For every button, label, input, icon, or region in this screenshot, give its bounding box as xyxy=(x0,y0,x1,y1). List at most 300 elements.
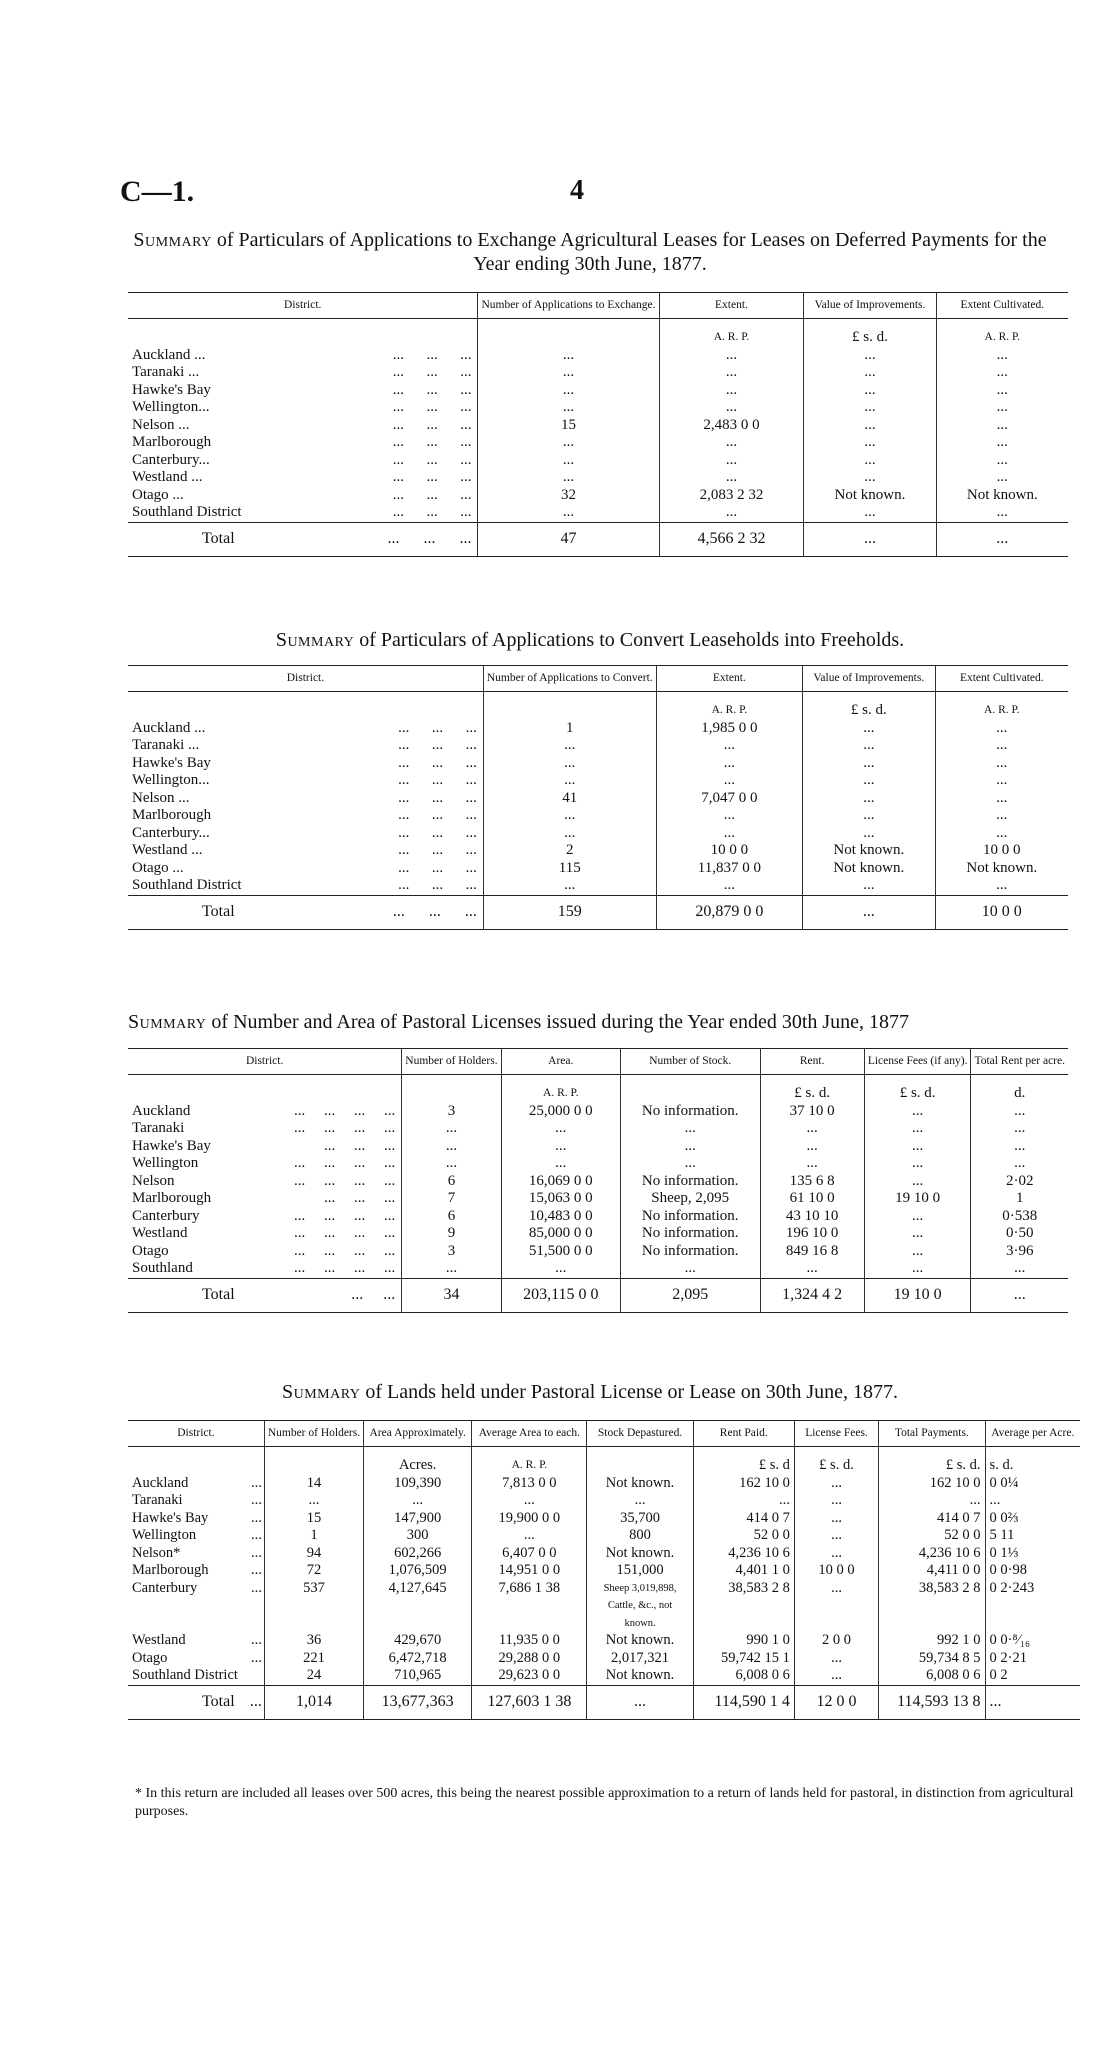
leader-dots: ... ... ... ... xyxy=(294,1225,396,1241)
total-cell: 38,583 2 8 xyxy=(879,1580,985,1633)
district-name: Auckland xyxy=(132,1102,191,1119)
leader-dots: ... ... ... xyxy=(392,504,472,520)
leader-dots: ... ... ... ... xyxy=(294,1155,396,1171)
cultivated-cell: ... xyxy=(936,364,1068,382)
district-cell xyxy=(128,1225,402,1243)
value-cell: ... xyxy=(803,720,936,738)
district-name: Wellington xyxy=(132,1155,199,1171)
value-cell: ... xyxy=(804,469,936,487)
table-row xyxy=(128,1527,1080,1545)
fees-cell: ... xyxy=(864,1243,971,1261)
district-cell xyxy=(128,1138,402,1156)
holders-cell: 6 xyxy=(402,1208,501,1226)
leader-dots: ... ... ... xyxy=(324,1137,396,1154)
cultivated-cell: Not known. xyxy=(936,487,1068,505)
cultivated-cell: 10 0 0 xyxy=(935,895,1068,930)
number-cell: ... xyxy=(478,399,659,417)
area-cell: 4,127,645 xyxy=(364,1580,472,1633)
per-acre-cell: 1 xyxy=(971,1190,1068,1208)
table-row xyxy=(128,417,1068,435)
district-name: Auckland ... xyxy=(132,346,206,363)
fees-cell: ... xyxy=(794,1580,878,1633)
table-row xyxy=(128,1190,1068,1208)
col-district: District. xyxy=(128,293,478,319)
district-name: Total xyxy=(202,1692,235,1710)
fees-cell: 19 10 0 xyxy=(864,1190,971,1208)
value-cell: ... xyxy=(804,504,936,522)
district-name: Westland xyxy=(132,1225,188,1241)
value-cell: ... xyxy=(803,825,936,843)
extent-cell: ... xyxy=(656,772,802,790)
cultivated-cell: ... xyxy=(936,522,1068,557)
leader-dots: ... xyxy=(250,1544,262,1561)
total-cell: 59,734 8 5 xyxy=(879,1650,985,1668)
cultivated-cell: ... xyxy=(935,825,1068,843)
rent-cell: 52 0 0 xyxy=(693,1527,794,1545)
leader-dots: ... xyxy=(250,1579,262,1596)
leader-dots: ... ... ... xyxy=(398,772,477,788)
per-acre-cell: 0 0·98 xyxy=(985,1562,1080,1580)
district-name: Taranaki ... xyxy=(132,737,200,753)
leader-dots: ... xyxy=(250,1509,262,1526)
number-cell: 41 xyxy=(483,790,656,808)
stock-cell: No information. xyxy=(620,1225,760,1243)
col-rent: Rent. xyxy=(760,1049,864,1075)
cultivated-cell: ... xyxy=(935,877,1068,895)
per-acre-cell: ... xyxy=(971,1138,1068,1156)
cultivated-cell: ... xyxy=(936,417,1068,435)
table-row xyxy=(128,1510,1080,1528)
table-row xyxy=(128,469,1068,487)
district-cell xyxy=(128,755,483,773)
number-cell: 32 xyxy=(478,487,659,505)
district-cell xyxy=(128,1510,264,1528)
number-cell: ... xyxy=(478,347,659,365)
number-cell: ... xyxy=(478,452,659,470)
district-name: Otago ... xyxy=(132,486,184,503)
area-cell: 85,000 0 0 xyxy=(501,1225,620,1243)
leader-dots: ... ... ... ... xyxy=(294,1242,396,1259)
fees-cell: 2 0 0 xyxy=(794,1632,878,1650)
table-row xyxy=(128,737,1068,755)
district-cell xyxy=(128,737,483,755)
rent-cell: 196 10 0 xyxy=(760,1225,864,1243)
table-row xyxy=(128,487,1068,505)
area-cell: 13,677,363 xyxy=(364,1685,472,1720)
col-number: Number of Applications to Exchange. xyxy=(478,293,659,319)
per-acre-cell: ... xyxy=(971,1260,1068,1278)
district-cell xyxy=(128,860,483,878)
per-acre-cell: 5 11 xyxy=(985,1527,1080,1545)
per-acre-cell: ... xyxy=(971,1120,1068,1138)
leader-dots: ... ... ... xyxy=(398,807,477,823)
leader-dots: ... xyxy=(250,1492,262,1508)
rent-cell: 162 10 0 xyxy=(693,1475,794,1493)
cultivated-cell: Not known. xyxy=(935,860,1068,878)
units-row: Acres. A. R. P. £ s. d £ s. d. £ s. d. s. d. xyxy=(128,1447,1080,1475)
average-area-cell: ... xyxy=(472,1492,587,1510)
cultivated-cell: ... xyxy=(936,399,1068,417)
total-cell: 992 1 0 xyxy=(879,1632,985,1650)
extent-cell: ... xyxy=(659,364,804,382)
rent-cell: 4,401 1 0 xyxy=(693,1562,794,1580)
holders-cell: 15 xyxy=(264,1510,363,1528)
cultivated-cell: ... xyxy=(935,790,1068,808)
total-row xyxy=(128,1278,1068,1313)
district-cell xyxy=(128,434,478,452)
extent-cell: 4,566 2 32 xyxy=(659,522,804,557)
leader-dots: ... ... ... ... xyxy=(294,1172,396,1189)
per-acre-cell: ... xyxy=(985,1685,1080,1720)
holders-cell: 72 xyxy=(264,1562,363,1580)
district-cell xyxy=(128,772,483,790)
total-cell: 114,593 13 8 xyxy=(879,1685,985,1720)
district-cell xyxy=(128,1243,402,1261)
stock-cell: Not known. xyxy=(587,1545,693,1563)
district-cell xyxy=(128,1580,264,1633)
number-cell: 159 xyxy=(483,895,656,930)
district-name: Taranaki xyxy=(132,1120,185,1136)
extent-cell: 2,483 0 0 xyxy=(659,417,804,435)
rent-cell: 135 6 8 xyxy=(760,1173,864,1191)
fees-cell: ... xyxy=(864,1103,971,1121)
district-name: Southland District xyxy=(132,1667,238,1683)
number-cell: 1 xyxy=(483,720,656,738)
value-cell: ... xyxy=(804,452,936,470)
leader-dots: ... ... ... xyxy=(398,737,477,753)
district-cell xyxy=(128,1173,402,1191)
holders-cell: 6 xyxy=(402,1173,501,1191)
extent-cell: ... xyxy=(659,452,804,470)
fees-cell: ... xyxy=(864,1120,971,1138)
col-extent: Extent. xyxy=(659,293,804,319)
fees-cell: ... xyxy=(794,1492,878,1510)
holders-cell: 34 xyxy=(402,1278,501,1313)
leader-dots: ... xyxy=(250,1474,262,1491)
table-row xyxy=(128,1545,1080,1563)
leader-dots: ... ... ... xyxy=(398,877,477,893)
number-cell: ... xyxy=(483,755,656,773)
per-acre-cell: 0 0¼ xyxy=(985,1475,1080,1493)
area-cell: 16,069 0 0 xyxy=(501,1173,620,1191)
col-area: Area Approximately. xyxy=(364,1421,472,1447)
col-holders: Number of Holders. xyxy=(402,1049,501,1075)
holders-cell: ... xyxy=(402,1138,501,1156)
holders-cell: 221 xyxy=(264,1650,363,1668)
holders-cell: 14 xyxy=(264,1475,363,1493)
average-area-cell: 7,686 1 38 xyxy=(472,1580,587,1633)
district-cell xyxy=(128,1103,402,1121)
value-cell: ... xyxy=(803,895,936,930)
per-acre-cell: 0·538 xyxy=(971,1208,1068,1226)
area-cell: 300 xyxy=(364,1527,472,1545)
district-name: Nelson xyxy=(132,1172,175,1189)
district-name: Auckland xyxy=(132,1474,189,1491)
col-stock: Number of Stock. xyxy=(620,1049,760,1075)
stock-cell: ... xyxy=(587,1685,693,1720)
holders-cell: 7 xyxy=(402,1190,501,1208)
stock-cell: ... xyxy=(620,1120,760,1138)
table-header-row xyxy=(128,1049,1068,1075)
stock-cell: 800 xyxy=(587,1527,693,1545)
number-cell: 15 xyxy=(478,417,659,435)
table3-title: Summary of Number and Area of Pastoral Licenses issued during the Year ended 30th June, 1877 xyxy=(128,1011,910,1033)
average-area-cell: 127,603 1 38 xyxy=(472,1685,587,1720)
extent-cell: ... xyxy=(659,347,804,365)
per-acre-cell: ... xyxy=(971,1103,1068,1121)
col-district: District. xyxy=(128,1049,402,1075)
value-cell: ... xyxy=(804,347,936,365)
extent-cell: ... xyxy=(656,755,802,773)
table-row xyxy=(128,1103,1068,1121)
district-name: Hawke's Bay xyxy=(132,1137,211,1154)
table-row xyxy=(128,399,1068,417)
total-row xyxy=(128,1685,1080,1720)
area-cell: 203,115 0 0 xyxy=(501,1278,620,1313)
table-row xyxy=(128,1667,1080,1685)
district-name: Canterbury... xyxy=(132,824,210,841)
col-holders: Number of Holders. xyxy=(264,1421,363,1447)
rent-cell: 4,236 10 6 xyxy=(693,1545,794,1563)
col-total: Total Payments. xyxy=(879,1421,985,1447)
district-name: Wellington... xyxy=(132,772,210,788)
district-name: Marlborough xyxy=(132,807,212,823)
district-cell xyxy=(128,1260,402,1278)
cultivated-cell: ... xyxy=(935,720,1068,738)
total-cell: 162 10 0 xyxy=(879,1475,985,1493)
fees-cell: ... xyxy=(794,1650,878,1668)
leader-dots: ... ... ... ... xyxy=(294,1102,396,1119)
table-row xyxy=(128,1155,1068,1173)
col-value: Value of Improvements. xyxy=(803,666,936,692)
stock-cell: ... xyxy=(620,1155,760,1173)
leader-dots: ... ... ... xyxy=(398,754,477,771)
per-acre-cell: 0 1⅓ xyxy=(985,1545,1080,1563)
area-cell: 6,472,718 xyxy=(364,1650,472,1668)
cultivated-cell: ... xyxy=(936,382,1068,400)
district-name: Otago ... xyxy=(132,859,184,876)
cultivated-cell: ... xyxy=(936,452,1068,470)
table-header-row xyxy=(128,666,1068,692)
value-cell: ... xyxy=(803,807,936,825)
district-cell xyxy=(128,1650,264,1668)
extent-cell: ... xyxy=(659,399,804,417)
leader-dots: ... ... ... xyxy=(392,451,472,468)
district-name: Auckland ... xyxy=(132,719,206,736)
rent-cell: ... xyxy=(760,1155,864,1173)
rent-cell: 37 10 0 xyxy=(760,1103,864,1121)
value-cell: ... xyxy=(803,737,936,755)
leader-dots: ... ... ... xyxy=(392,399,472,415)
table-row xyxy=(128,1208,1068,1226)
number-cell: ... xyxy=(478,364,659,382)
district-name: Southland District xyxy=(132,504,242,520)
col-fees: License Fees. xyxy=(794,1421,878,1447)
district-name: Marlborough xyxy=(132,1562,209,1578)
number-cell: ... xyxy=(478,382,659,400)
district-cell xyxy=(128,1685,264,1720)
leader-dots: ... xyxy=(250,1632,262,1648)
leader-dots: ... ... ... xyxy=(392,346,472,363)
district-cell xyxy=(128,522,478,557)
number-cell: ... xyxy=(483,737,656,755)
district-cell xyxy=(128,1527,264,1545)
table-row xyxy=(128,1225,1068,1243)
rent-cell: 849 16 8 xyxy=(760,1243,864,1261)
holders-cell: 1 xyxy=(264,1527,363,1545)
col-number: Number of Applications to Convert. xyxy=(483,666,656,692)
fees-cell: ... xyxy=(864,1173,971,1191)
pastoral-licenses-table xyxy=(128,1048,1068,1313)
table-row xyxy=(128,1138,1068,1156)
rent-cell: 6,008 0 6 xyxy=(693,1667,794,1685)
table-row xyxy=(128,504,1068,522)
extent-cell: ... xyxy=(656,877,802,895)
col-per-acre: Average per Acre. xyxy=(985,1421,1080,1447)
holders-cell: ... xyxy=(264,1492,363,1510)
number-cell: ... xyxy=(478,434,659,452)
stock-cell: 2,017,321 xyxy=(587,1650,693,1668)
stock-cell: No information. xyxy=(620,1208,760,1226)
table-row xyxy=(128,382,1068,400)
district-cell xyxy=(128,842,483,860)
stock-cell: Not known. xyxy=(587,1632,693,1650)
value-cell: ... xyxy=(804,382,936,400)
table-row xyxy=(128,860,1068,878)
district-name: Total xyxy=(202,529,235,547)
district-cell xyxy=(128,399,478,417)
table1-title: Summary of Particulars of Applications to Exchange Agricultural Leases for Leases on Deferred Payments for the Year ending 30th June, 1877. xyxy=(133,229,1047,275)
extent-cell: ... xyxy=(659,382,804,400)
total-cell: 414 0 7 xyxy=(879,1510,985,1528)
district-cell xyxy=(128,807,483,825)
district-cell xyxy=(128,452,478,470)
district-cell xyxy=(128,1190,402,1208)
district-name: Wellington... xyxy=(132,399,210,415)
table-header-row xyxy=(128,293,1068,319)
rent-cell: ... xyxy=(760,1138,864,1156)
holders-cell: 1,014 xyxy=(264,1685,363,1720)
area-cell: 51,500 0 0 xyxy=(501,1243,620,1261)
col-stock: Stock Depastured. xyxy=(587,1421,693,1447)
leader-dots: ... ... ... xyxy=(398,842,477,858)
table-row xyxy=(128,790,1068,808)
value-cell: ... xyxy=(803,755,936,773)
table-header-row xyxy=(128,1421,1080,1447)
fees-cell: ... xyxy=(864,1155,971,1173)
table-row xyxy=(128,1650,1080,1668)
extent-cell: 20,879 0 0 xyxy=(656,895,802,930)
holders-cell: ... xyxy=(402,1260,501,1278)
leader-dots: ... xyxy=(250,1649,262,1666)
number-cell: 115 xyxy=(483,860,656,878)
leader-dots: ... ... ... xyxy=(392,469,472,485)
table-row xyxy=(128,1562,1080,1580)
total-cell: 4,236 10 6 xyxy=(879,1545,985,1563)
value-cell: ... xyxy=(803,772,936,790)
number-cell: ... xyxy=(478,504,659,522)
table-row xyxy=(128,1120,1068,1138)
rent-cell: 59,742 15 1 xyxy=(693,1650,794,1668)
stock-cell: Not known. xyxy=(587,1667,693,1685)
rent-cell: 61 10 0 xyxy=(760,1190,864,1208)
stock-cell: ... xyxy=(620,1138,760,1156)
district-cell xyxy=(128,364,478,382)
value-cell: Not known. xyxy=(803,860,936,878)
area-cell: ... xyxy=(501,1155,620,1173)
average-area-cell: 29,288 0 0 xyxy=(472,1650,587,1668)
district-cell xyxy=(128,417,478,435)
fees-cell: 10 0 0 xyxy=(794,1562,878,1580)
col-cultivated: Extent Cultivated. xyxy=(935,666,1068,692)
area-cell: 10,483 0 0 xyxy=(501,1208,620,1226)
fees-cell: ... xyxy=(864,1225,971,1243)
holders-cell: 24 xyxy=(264,1667,363,1685)
district-cell xyxy=(128,1667,264,1685)
table-row xyxy=(128,1492,1080,1510)
rent-cell: 990 1 0 xyxy=(693,1632,794,1650)
district-name: Marlborough xyxy=(132,434,212,450)
leader-dots: ... ... ... xyxy=(392,416,472,433)
leader-dots: ... ... ... xyxy=(398,789,477,806)
average-area-cell: 29,623 0 0 xyxy=(472,1667,587,1685)
table-row xyxy=(128,1243,1068,1261)
table-row xyxy=(128,755,1068,773)
fees-cell: ... xyxy=(794,1545,878,1563)
per-acre-cell: ... xyxy=(971,1278,1068,1313)
leader-dots: ... xyxy=(250,1527,262,1543)
district-cell xyxy=(128,1492,264,1510)
total-row xyxy=(128,895,1068,930)
holders-cell: ... xyxy=(402,1155,501,1173)
stock-cell: 2,095 xyxy=(620,1278,760,1313)
stock-cell: Sheep 3,019,898, Cattle, &c., not known. xyxy=(587,1580,693,1633)
leader-dots: ... ... ... xyxy=(392,902,477,920)
col-extent: Extent. xyxy=(656,666,802,692)
number-cell: ... xyxy=(483,772,656,790)
area-cell: 15,063 0 0 xyxy=(501,1190,620,1208)
holders-cell: 3 xyxy=(402,1103,501,1121)
district-cell xyxy=(128,1120,402,1138)
fees-cell: ... xyxy=(864,1208,971,1226)
fees-cell: ... xyxy=(794,1475,878,1493)
district-cell xyxy=(128,790,483,808)
district-cell xyxy=(128,895,483,930)
number-cell: 47 xyxy=(478,522,659,557)
district-name: Nelson* xyxy=(132,1544,181,1561)
col-district: District. xyxy=(128,1421,264,1447)
area-cell: 109,390 xyxy=(364,1475,472,1493)
table-row xyxy=(128,364,1068,382)
holders-cell: 9 xyxy=(402,1225,501,1243)
extent-cell: ... xyxy=(659,469,804,487)
extent-cell: ... xyxy=(656,825,802,843)
pastoral-lands-table xyxy=(128,1420,1080,1720)
fees-cell: ... xyxy=(864,1138,971,1156)
cultivated-cell: ... xyxy=(935,807,1068,825)
table-row xyxy=(128,772,1068,790)
value-cell: ... xyxy=(804,434,936,452)
leader-dots: ... ... ... xyxy=(387,529,472,547)
stock-cell: ... xyxy=(587,1492,693,1510)
leader-dots: ... ... ... xyxy=(398,859,477,876)
table-row xyxy=(128,877,1068,895)
average-area-cell: 11,935 0 0 xyxy=(472,1632,587,1650)
district-name: Hawke's Bay xyxy=(132,754,211,771)
value-cell: Not known. xyxy=(803,842,936,860)
per-acre-cell: 0 2 xyxy=(985,1667,1080,1685)
district-name: Hawke's Bay xyxy=(132,381,211,398)
